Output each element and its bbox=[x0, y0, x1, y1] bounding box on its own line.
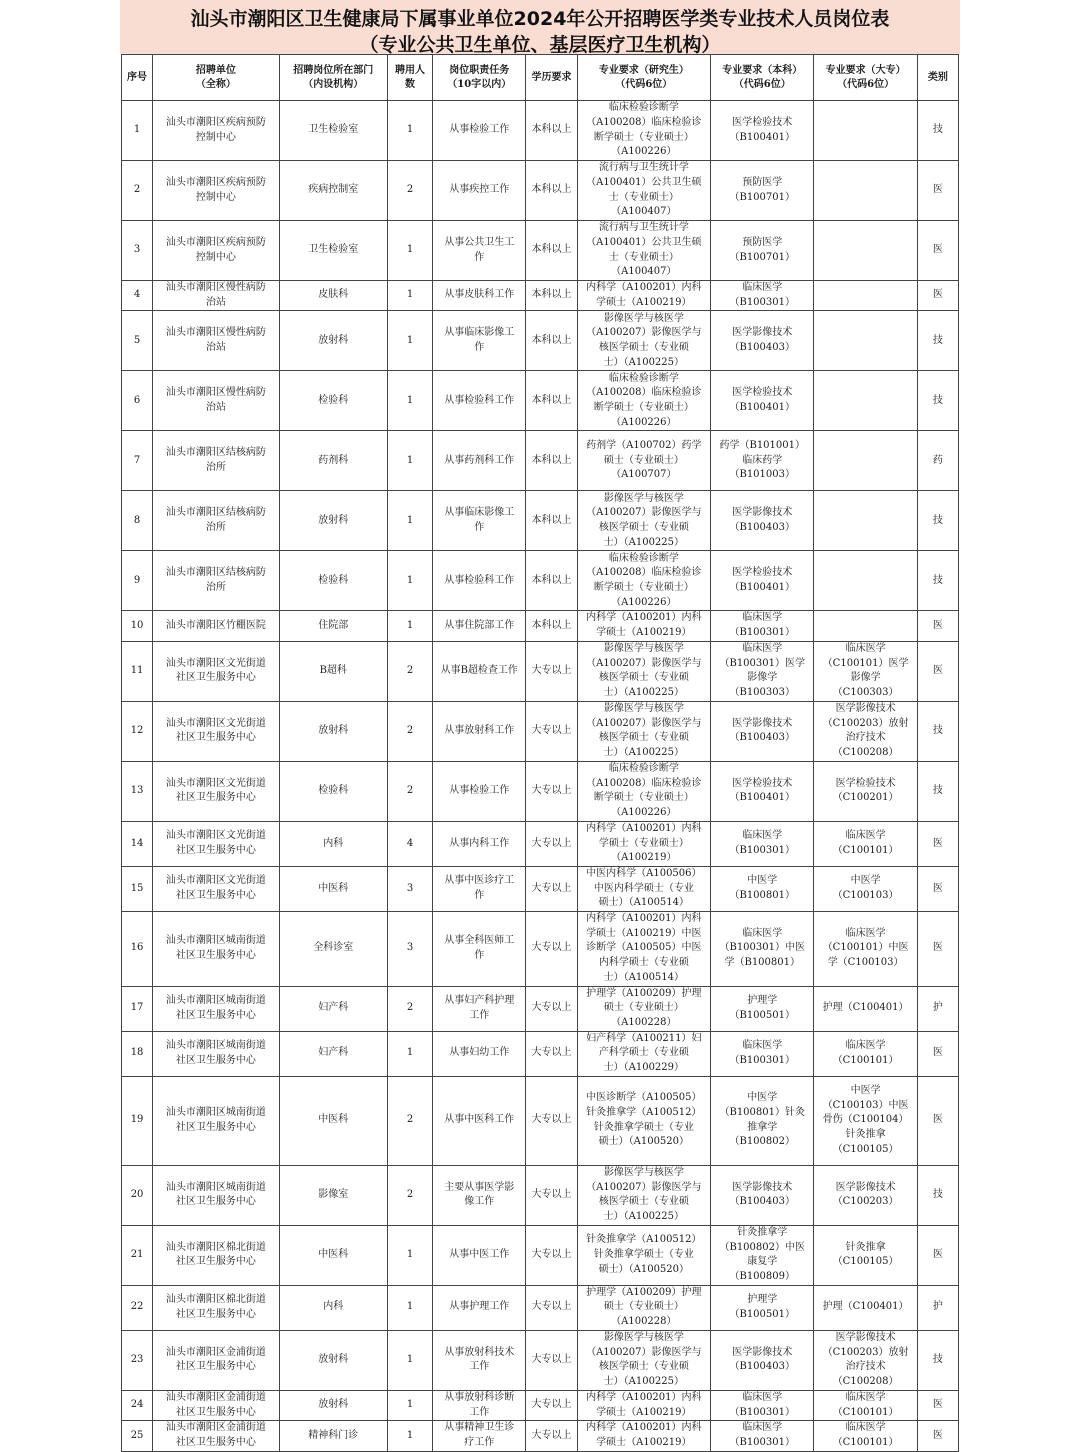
cell-bach: 临床医学 （B100301） bbox=[711, 821, 814, 866]
cell-dept: B超科 bbox=[279, 641, 387, 701]
cell-duty: 从事中医科工作 bbox=[433, 1076, 526, 1165]
cell-cat: 技 bbox=[917, 1165, 958, 1225]
cell-grad: 中医诊断学（A100505） 针灸推拿学（A100512） 针灸推拿学硕士（专业 硕士）（A100520） bbox=[577, 1076, 710, 1165]
cell-unit: 汕头市潮阳区文光街道 社区卫生服务中心 bbox=[153, 641, 279, 701]
cell-dept: 内科 bbox=[279, 1285, 387, 1330]
cell-col: 临床医学 （C100101） bbox=[814, 821, 917, 866]
cell-edu: 大专以上 bbox=[526, 986, 577, 1031]
cell-unit: 汕头市潮阳区疾病预防 控制中心 bbox=[153, 221, 279, 281]
cell-num: 4 bbox=[387, 821, 432, 866]
header-num: 聘用人 数 bbox=[387, 55, 432, 101]
table-row bbox=[122, 1225, 959, 1285]
cell-edu: 本科以上 bbox=[526, 221, 577, 281]
cell-dept: 放射科 bbox=[279, 491, 387, 551]
table-row bbox=[122, 431, 959, 491]
cell-no: 6 bbox=[122, 371, 153, 431]
cell-dept: 放射科 bbox=[279, 1390, 387, 1420]
cell-edu: 本科以上 bbox=[526, 551, 577, 611]
cell-dept: 中医科 bbox=[279, 866, 387, 911]
cell-col bbox=[814, 161, 917, 221]
cell-dept: 中医科 bbox=[279, 1225, 387, 1285]
cell-duty: 从事中医工作 bbox=[433, 1225, 526, 1285]
cell-bach: 医学检验技术 （B100401） bbox=[711, 761, 814, 821]
table-row bbox=[122, 866, 959, 911]
cell-no: 20 bbox=[122, 1165, 153, 1225]
table-row bbox=[122, 1390, 959, 1420]
cell-dept: 放射科 bbox=[279, 701, 387, 761]
cell-dept: 影像室 bbox=[279, 1165, 387, 1225]
cell-edu: 本科以上 bbox=[526, 491, 577, 551]
cell-grad: 针灸推拿学（A100512） 针灸推拿学硕士（专业 硕士）（A100520） bbox=[577, 1225, 710, 1285]
table-row bbox=[122, 1031, 959, 1076]
cell-edu: 本科以上 bbox=[526, 161, 577, 221]
table-header-row bbox=[122, 55, 959, 101]
cell-bach: 医学影像技术 （B100403） bbox=[711, 1165, 814, 1225]
cell-bach: 护理学 （B100501） bbox=[711, 986, 814, 1031]
cell-bach: 预防医学 （B100701） bbox=[711, 221, 814, 281]
cell-col: 临床医学 （C100101）中医 学（C100103） bbox=[814, 912, 917, 987]
cell-edu: 大专以上 bbox=[526, 701, 577, 761]
cell-dept: 妇产科 bbox=[279, 1031, 387, 1076]
cell-edu: 本科以上 bbox=[526, 431, 577, 491]
positions-table bbox=[121, 54, 959, 1452]
cell-cat: 技 bbox=[917, 701, 958, 761]
cell-num: 1 bbox=[387, 281, 432, 311]
cell-bach: 临床医学 （B100301）中医 学（B100801） bbox=[711, 912, 814, 987]
cell-col: 临床医学 （C100101） bbox=[814, 1390, 917, 1420]
cell-bach: 医学影像技术 （B100403） bbox=[711, 491, 814, 551]
cell-grad: 内科学（A100201）内科 学硕士（A100219） bbox=[577, 611, 710, 641]
cell-grad: 药剂学（A100702）药学 硕士（专业硕士） （A100707） bbox=[577, 431, 710, 491]
cell-cat: 医 bbox=[917, 281, 958, 311]
cell-edu: 大专以上 bbox=[526, 1165, 577, 1225]
cell-duty: 从事检验科工作 bbox=[433, 551, 526, 611]
cell-col: 医学影像技术 （C100203） bbox=[814, 1165, 917, 1225]
table-row bbox=[122, 281, 959, 311]
cell-no: 12 bbox=[122, 701, 153, 761]
cell-cat: 技 bbox=[917, 371, 958, 431]
cell-no: 7 bbox=[122, 431, 153, 491]
cell-cat: 药 bbox=[917, 431, 958, 491]
cell-duty: 从事全科医师工 作 bbox=[433, 912, 526, 987]
cell-bach: 中医学 （B100801） bbox=[711, 866, 814, 911]
cell-num: 1 bbox=[387, 1285, 432, 1330]
table-row bbox=[122, 1076, 959, 1165]
cell-no: 22 bbox=[122, 1285, 153, 1330]
cell-no: 16 bbox=[122, 912, 153, 987]
cell-num: 2 bbox=[387, 986, 432, 1031]
cell-no: 19 bbox=[122, 1076, 153, 1165]
cell-grad: 护理学（A100209）护理 硕士（专业硕士） （A100228） bbox=[577, 1285, 710, 1330]
cell-duty: 从事内科工作 bbox=[433, 821, 526, 866]
cell-duty: 从事药剂科工作 bbox=[433, 431, 526, 491]
header-cat: 类别 bbox=[917, 55, 958, 101]
cell-grad: 内科学（A100201）内科 学硕士（A100219）中医 诊断学（A100505）中医 内科学硕士（专业硕 士）（A100514） bbox=[577, 912, 710, 987]
cell-unit: 汕头市潮阳区金浦街道 社区卫生服务中心 bbox=[153, 1421, 279, 1451]
cell-no: 18 bbox=[122, 1031, 153, 1076]
cell-unit: 汕头市潮阳区文光街道 社区卫生服务中心 bbox=[153, 866, 279, 911]
cell-num: 1 bbox=[387, 551, 432, 611]
cell-col: 医学影像技术 （C100203）放射 治疗技术 （C100208） bbox=[814, 1330, 917, 1390]
cell-edu: 大专以上 bbox=[526, 821, 577, 866]
cell-unit: 汕头市潮阳区文光街道 社区卫生服务中心 bbox=[153, 761, 279, 821]
cell-unit: 汕头市潮阳区金浦街道 社区卫生服务中心 bbox=[153, 1330, 279, 1390]
table-row bbox=[122, 1330, 959, 1390]
cell-num: 1 bbox=[387, 1225, 432, 1285]
cell-cat: 医 bbox=[917, 1225, 958, 1285]
cell-dept: 检验科 bbox=[279, 551, 387, 611]
cell-duty: 从事检验科工作 bbox=[433, 371, 526, 431]
cell-grad: 流行病与卫生统计学 （A100401）公共卫生硕 士（专业硕士） （A100407） bbox=[577, 161, 710, 221]
cell-dept: 检验科 bbox=[279, 371, 387, 431]
cell-num: 2 bbox=[387, 1165, 432, 1225]
cell-cat: 医 bbox=[917, 641, 958, 701]
cell-unit: 汕头市潮阳区慢性病防 治站 bbox=[153, 371, 279, 431]
cell-no: 8 bbox=[122, 491, 153, 551]
table-row bbox=[122, 761, 959, 821]
header-unit: 招聘单位 （全称） bbox=[153, 55, 279, 101]
cell-edu: 本科以上 bbox=[526, 371, 577, 431]
cell-grad: 影像医学与核医学 （A100207）影像医学与 核医学硕士（专业硕 士）（A100225） bbox=[577, 491, 710, 551]
cell-num: 1 bbox=[387, 1031, 432, 1076]
cell-bach: 医学影像技术 （B100403） bbox=[711, 701, 814, 761]
cell-cat: 技 bbox=[917, 101, 958, 161]
cell-unit: 汕头市潮阳区结核病防 治所 bbox=[153, 551, 279, 611]
header-no: 序号 bbox=[122, 55, 153, 101]
cell-unit: 汕头市潮阳区慢性病防 治站 bbox=[153, 281, 279, 311]
cell-col: 医学影像技术 （C100203）放射 治疗技术 （C100208） bbox=[814, 701, 917, 761]
cell-dept: 精神科门诊 bbox=[279, 1421, 387, 1451]
cell-col bbox=[814, 611, 917, 641]
cell-no: 10 bbox=[122, 611, 153, 641]
cell-num: 1 bbox=[387, 101, 432, 161]
cell-duty: 从事临床影像工 作 bbox=[433, 491, 526, 551]
cell-grad: 影像医学与核医学 （A100207）影像医学与 核医学硕士（专业硕 士）（A100225） bbox=[577, 311, 710, 371]
cell-bach: 针灸推拿学 （B100802）中医 康复学 （B100809） bbox=[711, 1225, 814, 1285]
cell-edu: 大专以上 bbox=[526, 1330, 577, 1390]
cell-dept: 药剂科 bbox=[279, 431, 387, 491]
table-row bbox=[122, 491, 959, 551]
cell-num: 1 bbox=[387, 221, 432, 281]
cell-col bbox=[814, 551, 917, 611]
cell-duty: 从事放射科诊断 工作 bbox=[433, 1390, 526, 1420]
cell-num: 3 bbox=[387, 912, 432, 987]
table-row bbox=[122, 221, 959, 281]
cell-dept: 检验科 bbox=[279, 761, 387, 821]
cell-num: 1 bbox=[387, 611, 432, 641]
cell-cat: 医 bbox=[917, 1421, 958, 1451]
cell-edu: 大专以上 bbox=[526, 912, 577, 987]
cell-cat: 医 bbox=[917, 161, 958, 221]
cell-unit: 汕头市潮阳区文光街道 社区卫生服务中心 bbox=[153, 701, 279, 761]
cell-bach: 医学影像技术 （B100403） bbox=[711, 1330, 814, 1390]
cell-dept: 卫生检验室 bbox=[279, 101, 387, 161]
cell-unit: 汕头市潮阳区文光街道 社区卫生服务中心 bbox=[153, 821, 279, 866]
cell-grad: 内科学（A100201）内科 学硕士（A100219） bbox=[577, 1421, 710, 1451]
cell-duty: 从事检验工作 bbox=[433, 761, 526, 821]
cell-no: 25 bbox=[122, 1421, 153, 1451]
cell-num: 1 bbox=[387, 1330, 432, 1390]
cell-cat: 医 bbox=[917, 1076, 958, 1165]
header-edu: 学历要求 bbox=[526, 55, 577, 101]
header-dept: 招聘岗位所在部门 （内设机构） bbox=[279, 55, 387, 101]
cell-grad: 护理学（A100209）护理 硕士（专业硕士） （A100228） bbox=[577, 986, 710, 1031]
cell-bach: 临床医学 （B100301） bbox=[711, 611, 814, 641]
cell-num: 2 bbox=[387, 641, 432, 701]
cell-num: 1 bbox=[387, 311, 432, 371]
cell-unit: 汕头市潮阳区城南街道 社区卫生服务中心 bbox=[153, 986, 279, 1031]
cell-bach: 临床医学 （B100301） bbox=[711, 281, 814, 311]
table-row bbox=[122, 821, 959, 866]
cell-no: 5 bbox=[122, 311, 153, 371]
table-row bbox=[122, 161, 959, 221]
cell-edu: 大专以上 bbox=[526, 1390, 577, 1420]
cell-no: 4 bbox=[122, 281, 153, 311]
cell-no: 9 bbox=[122, 551, 153, 611]
table-row bbox=[122, 1285, 959, 1330]
cell-grad: 临床检验诊断学 （A100208）临床检验诊 断学硕士（专业硕士） （A100226） bbox=[577, 371, 710, 431]
cell-unit: 汕头市潮阳区棉北街道 社区卫生服务中心 bbox=[153, 1225, 279, 1285]
cell-edu: 本科以上 bbox=[526, 311, 577, 371]
cell-edu: 大专以上 bbox=[526, 866, 577, 911]
cell-duty: 从事中医诊疗工 作 bbox=[433, 866, 526, 911]
cell-grad: 临床检验诊断学 （A100208）临床检验诊 断学硕士（专业硕士） （A100226） bbox=[577, 101, 710, 161]
cell-grad: 中医内科学（A100506） 中医内科学硕士（专业 硕士）（A100514） bbox=[577, 866, 710, 911]
cell-col bbox=[814, 221, 917, 281]
page-subtitle: （专业公共卫生单位、基层医疗卫生机构） bbox=[359, 34, 721, 56]
cell-cat: 技 bbox=[917, 761, 958, 821]
cell-col bbox=[814, 491, 917, 551]
cell-unit: 汕头市潮阳区城南街道 社区卫生服务中心 bbox=[153, 1031, 279, 1076]
cell-col: 针灸推拿 （C100105） bbox=[814, 1225, 917, 1285]
cell-grad: 妇产科学（A100211）妇 产科学硕士（专业硕 士）（A100229） bbox=[577, 1031, 710, 1076]
table-row bbox=[122, 986, 959, 1031]
cell-cat: 医 bbox=[917, 912, 958, 987]
cell-bach: 临床医学 （B100301）医学 影像学 （B100303） bbox=[711, 641, 814, 701]
table-row bbox=[122, 641, 959, 701]
cell-no: 24 bbox=[122, 1390, 153, 1420]
cell-no: 15 bbox=[122, 866, 153, 911]
cell-duty: 从事护理工作 bbox=[433, 1285, 526, 1330]
cell-unit: 汕头市潮阳区疾病预防 控制中心 bbox=[153, 101, 279, 161]
cell-num: 2 bbox=[387, 161, 432, 221]
cell-bach: 医学检验技术 （B100401） bbox=[711, 101, 814, 161]
cell-unit: 汕头市潮阳区金浦街道 社区卫生服务中心 bbox=[153, 1390, 279, 1420]
cell-duty: 从事皮肤科工作 bbox=[433, 281, 526, 311]
cell-num: 1 bbox=[387, 371, 432, 431]
cell-unit: 汕头市潮阳区竹棚医院 bbox=[153, 611, 279, 641]
cell-duty: 从事放射科工作 bbox=[433, 701, 526, 761]
cell-edu: 本科以上 bbox=[526, 611, 577, 641]
cell-grad: 临床检验诊断学 （A100208）临床检验诊 断学硕士（专业硕士） （A100226） bbox=[577, 551, 710, 611]
cell-num: 2 bbox=[387, 1076, 432, 1165]
cell-edu: 本科以上 bbox=[526, 101, 577, 161]
cell-duty: 从事检验工作 bbox=[433, 101, 526, 161]
cell-duty: 从事精神卫生诊 疗工作 bbox=[433, 1421, 526, 1451]
header-grad: 专业要求（研究生） （代码6位） bbox=[577, 55, 710, 101]
cell-duty: 从事B超检查工作 bbox=[433, 641, 526, 701]
cell-grad: 临床检验诊断学 （A100208）临床检验诊 断学硕士（专业硕士） （A100226） bbox=[577, 761, 710, 821]
cell-col: 临床医学 （C100101） bbox=[814, 1031, 917, 1076]
cell-dept: 全科诊室 bbox=[279, 912, 387, 987]
cell-cat: 技 bbox=[917, 311, 958, 371]
cell-bach: 护理学 （B100501） bbox=[711, 1285, 814, 1330]
cell-cat: 技 bbox=[917, 1330, 958, 1390]
header-duty: 岗位职责任务 （10字以内） bbox=[433, 55, 526, 101]
cell-dept: 住院部 bbox=[279, 611, 387, 641]
cell-bach: 医学影像技术 （B100403） bbox=[711, 311, 814, 371]
cell-num: 2 bbox=[387, 701, 432, 761]
cell-duty: 从事妇产科护理 工作 bbox=[433, 986, 526, 1031]
cell-col: 中医学 （C100103）中医 骨伤（C100104） 针灸推拿 （C100105） bbox=[814, 1076, 917, 1165]
table-row bbox=[122, 551, 959, 611]
cell-grad: 内科学（A100201）内科 学硕士（A100219） bbox=[577, 281, 710, 311]
cell-dept: 疾病控制室 bbox=[279, 161, 387, 221]
cell-bach: 药学（B101001） 临床药学 （B101003） bbox=[711, 431, 814, 491]
page-title: 汕头市潮阳区卫生健康局下属事业单位2024年公开招聘医学类专业技术人员岗位表 bbox=[190, 8, 890, 30]
cell-grad: 影像医学与核医学 （A100207）影像医学与 核医学硕士（专业硕 士）（A100225） bbox=[577, 1165, 710, 1225]
cell-no: 23 bbox=[122, 1330, 153, 1390]
table-row bbox=[122, 1165, 959, 1225]
cell-num: 1 bbox=[387, 1421, 432, 1451]
cell-cat: 医 bbox=[917, 1031, 958, 1076]
cell-edu: 大专以上 bbox=[526, 1285, 577, 1330]
cell-edu: 大专以上 bbox=[526, 1076, 577, 1165]
cell-grad: 影像医学与核医学 （A100207）影像医学与 核医学硕士（专业硕 士）（A100225） bbox=[577, 1330, 710, 1390]
cell-duty: 从事公共卫生工 作 bbox=[433, 221, 526, 281]
cell-bach: 医学检验技术 （B100401） bbox=[711, 551, 814, 611]
cell-num: 1 bbox=[387, 1390, 432, 1420]
cell-grad: 内科学（A100201）内科 学硕士（A100219） bbox=[577, 1390, 710, 1420]
cell-dept: 放射科 bbox=[279, 311, 387, 371]
cell-col bbox=[814, 311, 917, 371]
cell-cat: 医 bbox=[917, 821, 958, 866]
cell-bach: 临床医学 （B100301） bbox=[711, 1421, 814, 1451]
cell-bach: 中医学 （B100801）针灸 推拿学 （B100802） bbox=[711, 1076, 814, 1165]
cell-no: 21 bbox=[122, 1225, 153, 1285]
cell-unit: 汕头市潮阳区结核病防 治所 bbox=[153, 491, 279, 551]
cell-dept: 中医科 bbox=[279, 1076, 387, 1165]
cell-no: 17 bbox=[122, 986, 153, 1031]
cell-duty: 从事住院部工作 bbox=[433, 611, 526, 641]
cell-grad: 影像医学与核医学 （A100207）影像医学与 核医学硕士（专业硕 士）（A100225） bbox=[577, 701, 710, 761]
cell-unit: 汕头市潮阳区疾病预防 控制中心 bbox=[153, 161, 279, 221]
cell-no: 1 bbox=[122, 101, 153, 161]
cell-col bbox=[814, 371, 917, 431]
cell-bach: 预防医学 （B100701） bbox=[711, 161, 814, 221]
cell-cat: 护 bbox=[917, 1285, 958, 1330]
table-row bbox=[122, 1421, 959, 1451]
cell-col: 临床医学 （C100101）医学 影像学 （C100303） bbox=[814, 641, 917, 701]
cell-edu: 本科以上 bbox=[526, 281, 577, 311]
cell-cat: 医 bbox=[917, 611, 958, 641]
cell-num: 1 bbox=[387, 491, 432, 551]
cell-grad: 内科学（A100201）内科 学硕士（专业硕士） （A100219） bbox=[577, 821, 710, 866]
cell-unit: 汕头市潮阳区城南街道 社区卫生服务中心 bbox=[153, 912, 279, 987]
header-bach: 专业要求（本科） （代码6位） bbox=[711, 55, 814, 101]
cell-no: 13 bbox=[122, 761, 153, 821]
cell-num: 1 bbox=[387, 431, 432, 491]
cell-dept: 放射科 bbox=[279, 1330, 387, 1390]
cell-bach: 临床医学 （B100301） bbox=[711, 1390, 814, 1420]
cell-edu: 大专以上 bbox=[526, 761, 577, 821]
cell-unit: 汕头市潮阳区结核病防 治所 bbox=[153, 431, 279, 491]
cell-cat: 技 bbox=[917, 551, 958, 611]
table-row bbox=[122, 101, 959, 161]
cell-num: 2 bbox=[387, 761, 432, 821]
table-row bbox=[122, 311, 959, 371]
cell-num: 3 bbox=[387, 866, 432, 911]
cell-edu: 大专以上 bbox=[526, 1421, 577, 1451]
cell-no: 11 bbox=[122, 641, 153, 701]
cell-cat: 技 bbox=[917, 491, 958, 551]
cell-col: 护理（C100401） bbox=[814, 1285, 917, 1330]
cell-dept: 内科 bbox=[279, 821, 387, 866]
cell-edu: 大专以上 bbox=[526, 1225, 577, 1285]
cell-dept: 妇产科 bbox=[279, 986, 387, 1031]
cell-dept: 卫生检验室 bbox=[279, 221, 387, 281]
cell-duty: 从事疾控工作 bbox=[433, 161, 526, 221]
cell-cat: 医 bbox=[917, 221, 958, 281]
table-row bbox=[122, 701, 959, 761]
header-col: 专业要求（大专） （代码6位） bbox=[814, 55, 917, 101]
cell-col bbox=[814, 101, 917, 161]
cell-duty: 主要从事医学影 像工作 bbox=[433, 1165, 526, 1225]
cell-col: 护理（C100401） bbox=[814, 986, 917, 1031]
cell-cat: 护 bbox=[917, 986, 958, 1031]
cell-edu: 大专以上 bbox=[526, 1031, 577, 1076]
cell-dept: 皮肤科 bbox=[279, 281, 387, 311]
cell-cat: 医 bbox=[917, 1390, 958, 1420]
table-row bbox=[122, 611, 959, 641]
cell-col bbox=[814, 281, 917, 311]
cell-unit: 汕头市潮阳区城南街道 社区卫生服务中心 bbox=[153, 1076, 279, 1165]
cell-unit: 汕头市潮阳区棉北街道 社区卫生服务中心 bbox=[153, 1285, 279, 1330]
cell-col: 中医学 （C100103） bbox=[814, 866, 917, 911]
cell-edu: 大专以上 bbox=[526, 641, 577, 701]
cell-unit: 汕头市潮阳区城南街道 社区卫生服务中心 bbox=[153, 1165, 279, 1225]
cell-cat: 医 bbox=[917, 866, 958, 911]
cell-col: 医学检验技术 （C100201） bbox=[814, 761, 917, 821]
cell-duty: 从事临床影像工 作 bbox=[433, 311, 526, 371]
table-row bbox=[122, 912, 959, 987]
cell-col: 临床医学 （C100101） bbox=[814, 1421, 917, 1451]
cell-grad: 影像医学与核医学 （A100207）影像医学与 核医学硕士（专业硕 士）（A100225） bbox=[577, 641, 710, 701]
cell-no: 3 bbox=[122, 221, 153, 281]
cell-no: 2 bbox=[122, 161, 153, 221]
cell-no: 14 bbox=[122, 821, 153, 866]
table-row bbox=[122, 371, 959, 431]
cell-bach: 临床医学 （B100301） bbox=[711, 1031, 814, 1076]
cell-duty: 从事放射科技术 工作 bbox=[433, 1330, 526, 1390]
cell-unit: 汕头市潮阳区慢性病防 治站 bbox=[153, 311, 279, 371]
cell-col bbox=[814, 431, 917, 491]
cell-duty: 从事妇幼工作 bbox=[433, 1031, 526, 1076]
cell-bach: 医学检验技术 （B100401） bbox=[711, 371, 814, 431]
cell-grad: 流行病与卫生统计学 （A100401）公共卫生硕 士（专业硕士） （A100407） bbox=[577, 221, 710, 281]
